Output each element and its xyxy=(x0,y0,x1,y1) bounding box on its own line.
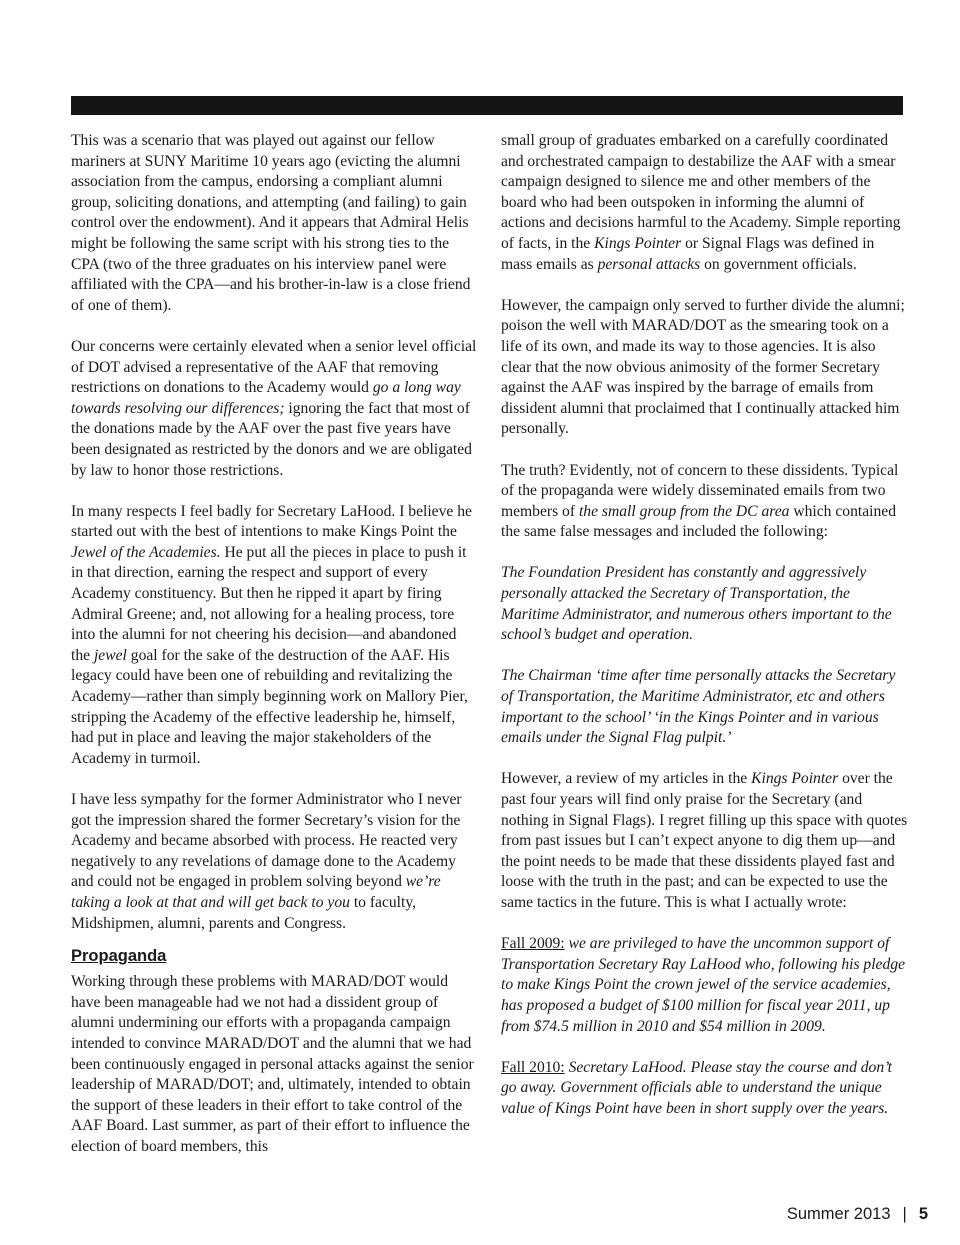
dated-quote-2010: Fall 2010: Secretary LaHood. Please stay the course and don’t go away. Government officials able to understand the unique value of Kings Point have been in short supply over the years. xyxy=(501,1058,892,1117)
right-column xyxy=(501,131,909,1140)
header-bar xyxy=(71,96,903,115)
paragraph: In many respects I feel badly for Secretary LaHood. I believe he started out with the best of intentions to make Kings Point the Jewel of the Academies. He put all the pieces in place to push it in that direction, earning the respect and support of every Academy constituency. But then he ripped it apart by firing Admiral Greene; and, not allowing for a healing process, tore into the alumni for not cheering his decision—and abandoned the jewel goal for the sake of the destruction of the AAF. His legacy could have been one of rebuilding and revitalizing the Academy—rather than simply beginning work on Mallory Pier, stripping the Academy of the effective leadership he, himself, had put in place and leaving the major stakeholders of the Academy in turmoil. xyxy=(71,502,472,767)
dated-quote-2009: Fall 2009: we are privileged to have the uncommon support of Transportation Secretary Ray LaHood who, following his pledge to make Kings Point the crown jewel of the service academies, has proposed a budget of $100 million for fiscal year 2011, up from $74.5 million in 2010 and $54 million in 2009. xyxy=(501,935,905,1035)
paragraph: This was a scenario that was played out against our fellow mariners at SUNY Maritime 10 years ago (evicting the alumni association from the campus, endorsing a compliant alumni group, soliciting donations, and attempting (and failing) to gain control over the endowment). And it appears that Admiral Helis might be following the same script with his strong ties to the CPA (two of the three graduates on his interview panel were affiliated with the CPA—and his brother-in-law is a close friend of one of them). xyxy=(71,132,471,314)
paragraph: However, the campaign only served to further divide the alumni; poison the well with MARAD/DOT as the smearing took on a life of its own, and made its way to those agencies. It is also clear that the now obvious animosity of the former Secretary against the AAF was inspired by the barrage of emails from dissident alumni that proclaimed that I continually attacked him personally. xyxy=(501,296,905,438)
page-footer xyxy=(787,1205,928,1224)
footer-separator: | xyxy=(902,1205,907,1223)
paragraph: The truth? Evidently, not of concern to these dissidents. Typical of the propaganda were widely disseminated emails from two members of the small group from the DC area which contained the same false messages and included the following: xyxy=(501,461,899,541)
emphasis: Kings Pointer xyxy=(751,770,839,788)
emphasis: personal attacks xyxy=(597,255,701,273)
paragraph: I have less sympathy for the former Administrator who I never got the impression shared the former Secretary’s vision for the Academy and became absorbed with process. He reacted very negatively to any revelations of damage done to the Academy and could not be engaged in problem solving beyond we’re taking a look at that and will get back to you to faculty, Midshipmen, alumni, parents and Congress. xyxy=(71,791,462,932)
page-number: 5 xyxy=(918,1205,928,1223)
emphasis: go a long way towards resolving our differences; xyxy=(71,379,461,417)
emphasis: jewel xyxy=(93,646,127,664)
emphasis: Kings Pointer xyxy=(594,234,682,252)
paragraph: small group of graduates embarked on a carefully coordinated and orchestrated campaign to destabilize the AAF with a smear campaign designed to silence me and other members of the board who had been outspoken in informing the alumni of actions and decisions harmful to the Academy. Simple reporting of facts, in the Kings Pointer or Signal Flags was defined in mass emails as personal attacks on government officials. xyxy=(501,132,901,273)
section-heading: Propaganda xyxy=(71,947,167,966)
quote: The Foundation President has constantly and aggressively personally attacked the Secretary of Transportation, the Maritime Administrator, and numerous others important to the school’s budget and operation. xyxy=(501,564,892,644)
quote: The Chairman ‘time after time personally attacks the Secretary of Transportation, the Maritime Administrator, etc and others important to the school’ ‘in the Kings Pointer and in various emails under the Signal Flag pulpit.’ xyxy=(501,667,896,747)
date-label: Fall 2010: xyxy=(501,1058,565,1076)
emphasis: Jewel of the Academies. xyxy=(71,543,221,561)
paragraph: Working through these problems with MARAD/DOT would have been manageable had we not had a dissident group of alumni undermining our efforts with a propaganda campaign intended to convince MARAD/DOT and the alumni that we had been continuously engaged in personal attacks against the senior leadership of MARAD/DOT; and, ultimately, intended to obtain the support of these leaders in their effort to take control of the AAF Board. Last summer, as part of their effort to influence the election of board members, this xyxy=(71,973,474,1155)
date-label: Fall 2009: xyxy=(501,935,565,953)
left-column xyxy=(71,131,479,1178)
issue-label: Summer 2013 xyxy=(786,1205,891,1223)
paragraph: Our concerns were certainly elevated when a senior level official of DOT advised a representative of the AAF that removing restrictions on donations to the Academy would go a long way towards resolving our differences; ignoring the fact that most of the donations made by the AAF over the past five years have been designated as restricted by the donors and we are obligated by law to honor those restrictions. xyxy=(71,337,477,479)
emphasis: we’re taking a look at that and will get back to you xyxy=(71,873,441,911)
paragraph: However, a review of my articles in the Kings Pointer over the past four years will find only praise for the Secretary (and nothing in Signal Flags). I regret filling up this space with quotes from past issues but I can’t expect anyone to dig them up—and the point needs to be made that these dissidents played fast and loose with the truth in the past; and can be expected to use the same tactics in the future. This is what I actually wrote: xyxy=(501,770,908,911)
emphasis: the small group from the DC area xyxy=(578,502,790,520)
